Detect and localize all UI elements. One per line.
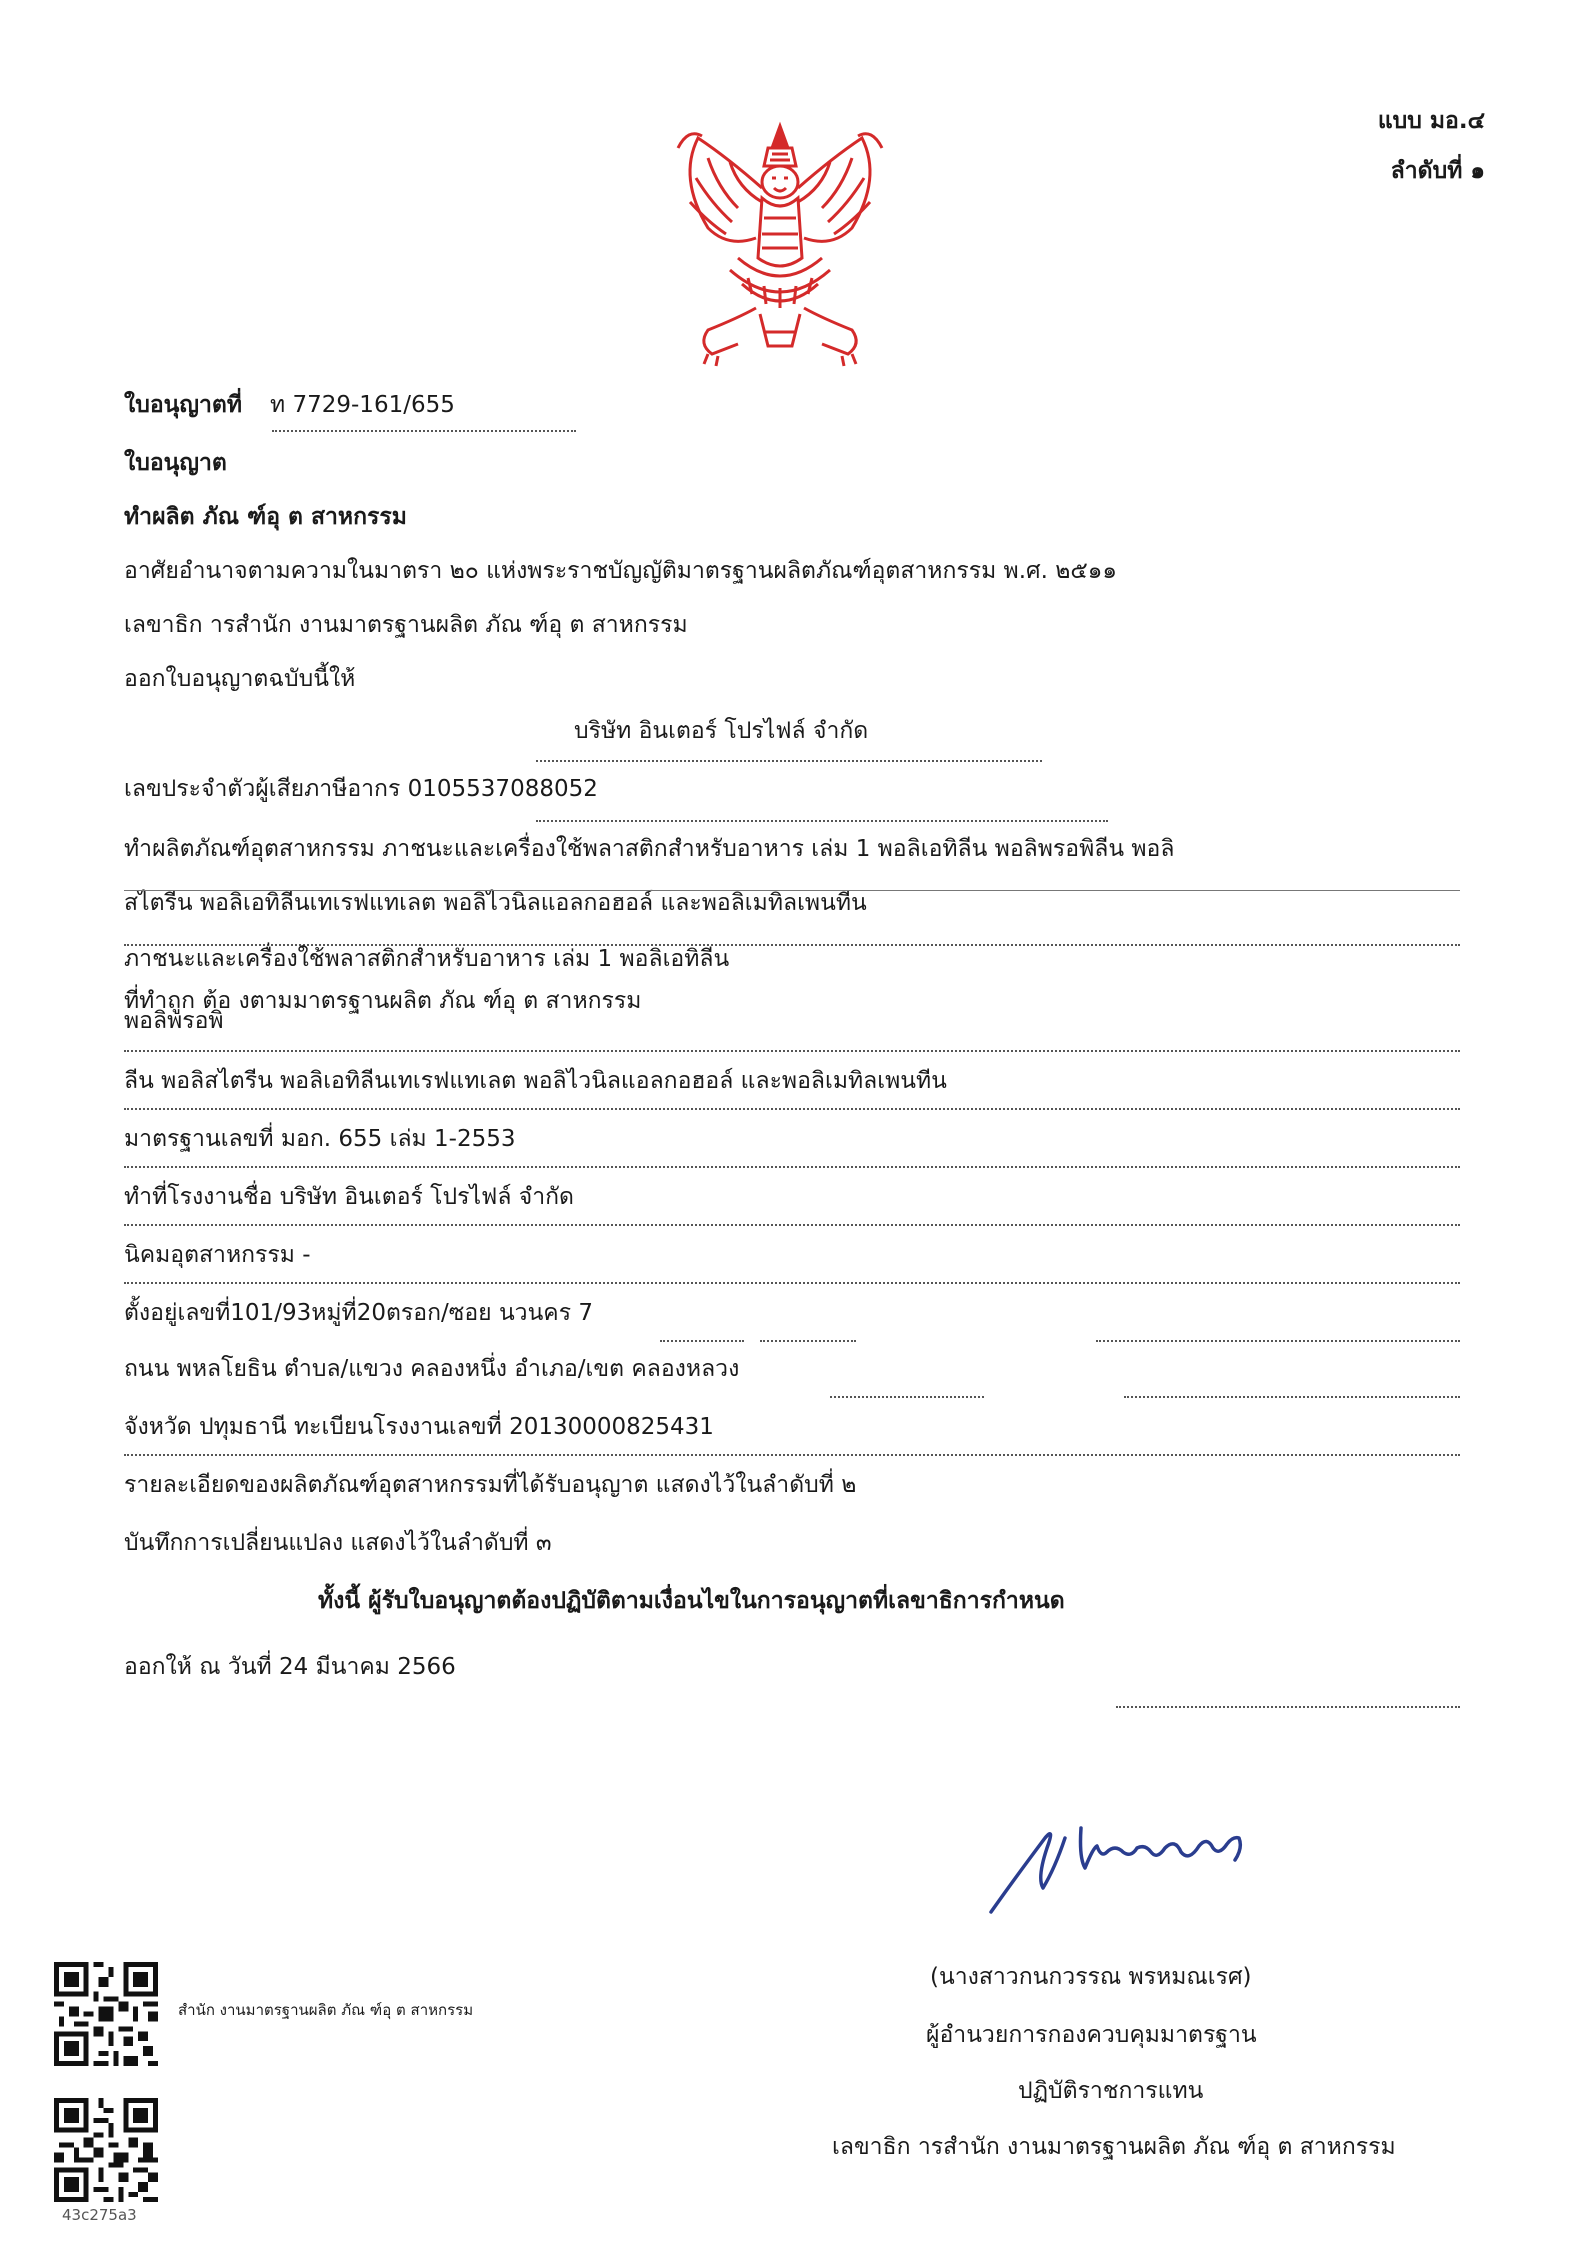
sequence-number: ลำดับที่ ๑ bbox=[1390, 158, 1485, 184]
authority-line: อาศัยอำนาจตามความในมาตรา ๒๐ แห่งพระราชบัญญัติมาตรฐานผลิตภัณฑ์อุตสาหกรรม พ.ศ. ๒๕๑๑ bbox=[124, 558, 1118, 584]
signatory-name: (นางสาวกนกวรรณ พรหมณเรศ) bbox=[930, 1964, 1252, 1990]
acting-on-behalf: ปฏิบัติราชการแทน bbox=[1018, 2078, 1204, 2104]
product-details-note: รายละเอียดของผลิตภัณฑ์อุตสาหกรรมที่ได้รับอนุญาต แสดงไว้ในลำดับที่ ๒ bbox=[124, 1472, 857, 1498]
address-dotted-3 bbox=[124, 1454, 1460, 1456]
overlap-line-a: ภาชนะและเครื่องใช้พลาสติกสำหรับอาหาร เล่ม 1 พอลิเอทิลีน bbox=[124, 946, 730, 972]
industrial-estate: นิคมอุตสาหกรรม - bbox=[124, 1242, 311, 1268]
address-dotted-1b bbox=[760, 1340, 856, 1342]
address-line-3: จังหวัด ปทุมธานี ทะเบียนโรงงานเลขที่ 20130000825431 bbox=[124, 1414, 714, 1440]
signature-icon bbox=[985, 1808, 1265, 1918]
address-dotted-1a bbox=[660, 1340, 744, 1342]
license-number-value: ท 7729-161/655 bbox=[270, 392, 455, 418]
license-condition: ทั้งนี้ ผู้รับใบอนุญาตต้องปฏิบัติตามเงื่อนไขในการอนุญาตที่เลขาธิการกำหนด bbox=[318, 1588, 1065, 1614]
issue-line: ออกใบอนุญาตฉบับนี้ให้ bbox=[124, 666, 356, 692]
company-dotted-line bbox=[536, 760, 1042, 762]
address-dotted-2b bbox=[1124, 1396, 1460, 1398]
signatory-position: ผู้อำนวยการกองควบคุมมาตรฐาน bbox=[926, 2022, 1257, 2048]
license-title: ใบอนุญาต bbox=[124, 450, 227, 476]
strike-through-line bbox=[124, 890, 1460, 891]
change-record-note: บันทึกการเปลี่ยนแปลง แสดงไว้ในลำดับที่ ๓ bbox=[124, 1530, 552, 1556]
issued-date: ออกให้ ณ วันที่ 24 มีนาคม 2566 bbox=[124, 1654, 456, 1680]
address-dotted-1c bbox=[1096, 1340, 1460, 1342]
product-dotted-line-3 bbox=[124, 1050, 1460, 1052]
overlap-line-b: ที่ทำถูก ต้อ งตามมาตรฐานผลิต ภัณ ฑ์อุ ต สาหกรรม bbox=[124, 988, 642, 1014]
verification-qr-code-icon bbox=[54, 2098, 158, 2202]
factory-name: ทำที่โรงงานชื่อ บริษัท อินเตอร์ โปรไฟล์ จำกัด bbox=[124, 1184, 574, 1210]
garuda-emblem-icon bbox=[668, 118, 892, 368]
issued-date-dotted-line bbox=[1116, 1706, 1460, 1708]
document-code: 43c275a3 bbox=[62, 2206, 137, 2224]
office-name: สำนัก งานมาตรฐานผลิต ภัณ ฑ์อุ ต สาหกรรม bbox=[178, 2001, 474, 2019]
estate-dotted-line bbox=[124, 1282, 1460, 1284]
tax-id: เลขประจำตัวผู้เสียภาษีอากร 0105537088052 bbox=[124, 776, 598, 802]
product-line-3: ลีน พอลิสไตรีน พอลิเอทิลีนเทเรฟแทเลต พอลิไวนิลแอลกอฮอล์ และพอลิเมทิลเพนทีน bbox=[124, 1068, 947, 1094]
license-subtitle: ทำผลิต ภัณ ฑ์อุ ต สาหกรรม bbox=[124, 504, 407, 530]
qr-code-icon bbox=[54, 1962, 158, 2066]
address-dotted-2a bbox=[830, 1396, 984, 1398]
form-code: แบบ มอ.๔ bbox=[1377, 108, 1485, 134]
address-line-1: ตั้งอยู่เลขที่101/93หมู่ที่20ตรอก/ซอย นวนคร 7 bbox=[124, 1300, 593, 1326]
secretary-title: เลขาธิก ารสำนัก งานมาตรฐานผลิต ภัณ ฑ์อุ ต สาหกรรม bbox=[832, 2134, 1396, 2160]
standard-dotted-line bbox=[124, 1166, 1460, 1168]
license-number-dotted-line bbox=[272, 430, 576, 432]
secretary-line: เลขาธิก ารสำนัก งานมาตรฐานผลิต ภัณ ฑ์อุ ต สาหกรรม bbox=[124, 612, 688, 638]
product-line-1: ทำผลิตภัณฑ์อุตสาหกรรม ภาชนะและเครื่องใช้พลาสติกสำหรับอาหาร เล่ม 1 พอลิเอทิลีน พอลิพรอพิลีน พอลิ bbox=[124, 836, 1175, 862]
standard-number: มาตรฐานเลขที่ มอก. 655 เล่ม 1-2553 bbox=[124, 1126, 516, 1152]
license-number-label: ใบอนุญาตที่ bbox=[124, 392, 242, 418]
product-line-2: สไตรีน พอลิเอทิลีนเทเรฟแทเลต พอลิไวนิลแอลกอฮอล์ และพอลิเมทิลเพนทีน bbox=[124, 890, 867, 916]
address-line-2: ถนน พหลโยธิน ตำบล/แขวง คลองหนึ่ง อำเภอ/เขต คลองหลวง bbox=[124, 1356, 740, 1382]
company-name: บริษัท อินเตอร์ โปรไฟล์ จำกัด bbox=[574, 718, 869, 744]
factory-dotted-line bbox=[124, 1224, 1460, 1226]
tax-id-dotted-line bbox=[536, 820, 1108, 822]
product-dotted-line-4 bbox=[124, 1108, 1460, 1110]
overlap-line-c: พอลิพรอพิ bbox=[124, 1008, 224, 1034]
